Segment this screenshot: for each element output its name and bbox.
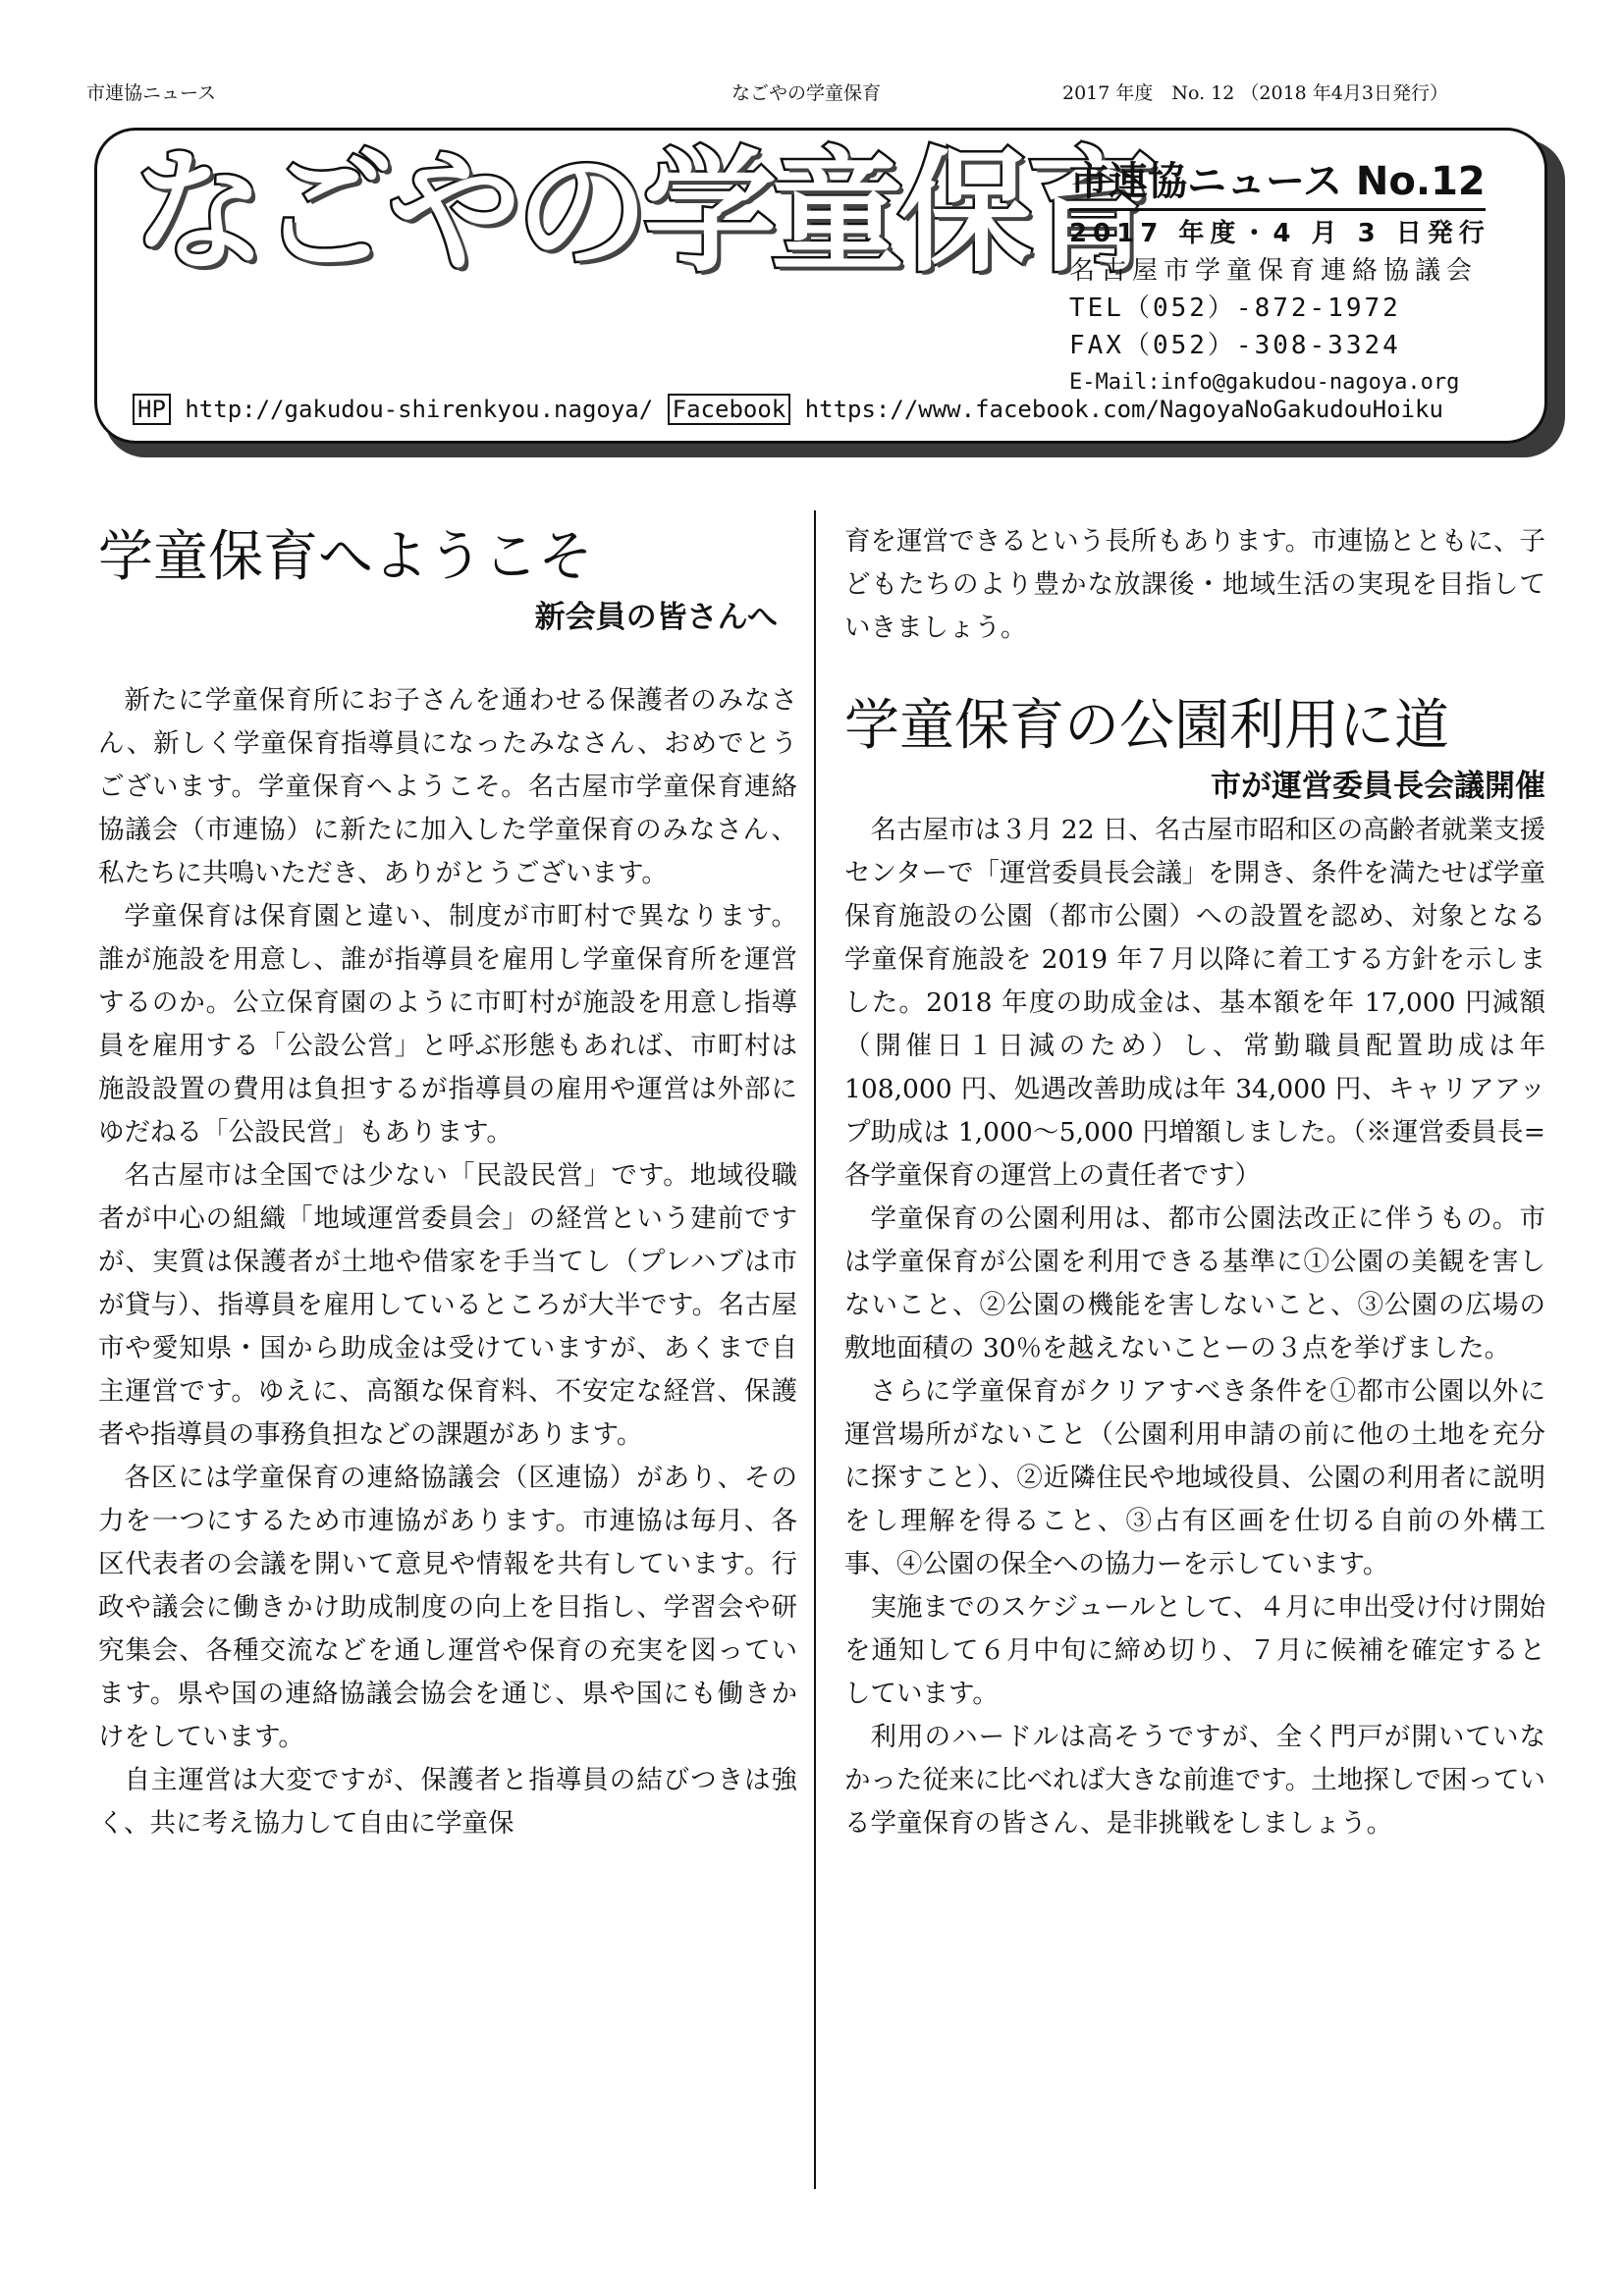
links-line	[133, 396, 1443, 423]
hp-label: HP	[133, 394, 171, 425]
facebook-label: Facebook	[668, 394, 791, 425]
article2-subtitle: 市が運営委員長会議開催	[1211, 769, 1545, 804]
email: E-Mail:info@gakudou-nagoya.org	[1069, 370, 1460, 395]
article1-title: 学童保育へようこそ	[98, 525, 593, 589]
telephone: TEL（052）-872-1972	[1069, 294, 1401, 323]
article1-continued-paragraph: 育を運営できるという長所もあります。市連協とともに、子どもたちのより豊かな放課後・地域生活の実現を目指していきましょう。	[844, 526, 1545, 643]
article2-paragraph: 実施までのスケジュールとして、４月に申出受け付け開始を通知して６月中旬に締め切り、７月に候補を確定するとしています。	[844, 1592, 1545, 1709]
fax: FAX（052）-308-3324	[1069, 331, 1401, 360]
article1-paragraph: 自主運営は大変ですが、保護者と指導員の結びつきは強く、共に考え協力して自由に学童保	[98, 1765, 797, 1839]
header-newsletter-name: なごやの学童保育	[731, 82, 882, 104]
article2-title: 学童保育の公園利用に道	[844, 694, 1449, 758]
masthead	[94, 128, 1547, 444]
header-issue-info: 2017 年度 No. 12 （2018 年4月3日発行）	[1062, 82, 1448, 104]
article1-paragraph: 新たに学童保育所にお子さんを通わせる保護者のみなさん、新しく学童保育指導員になったみなさん、おめでとうございます。学童保育へようこそ。名古屋市学童保育連絡協議会（市連協）に新たに加入した学童保育のみなさん、私たちに共鳴いただき、ありがとうございます。	[98, 685, 797, 888]
article2-paragraph: さらに学童保育がクリアすべき条件を①都市公園以外に運営場所がないこと（公園利用申請の前に他の土地を充分に探すこと）、②近隣住民や地域役員、公園の利用者に説明をし理解を得ること、③占有区画を仕切る自前の外構工事、④公園の保全への協力ーを示しています。	[844, 1376, 1545, 1579]
issue-date: 2017 年度・4 月 3 日発行	[1069, 219, 1490, 248]
article2-paragraph: 利用のハードルは高そうですが、全く門戸が開いていなかった従来に比べれば大きな前進です。土地探しで困っている学童保育の皆さん、是非挑戦をしましょう。	[844, 1722, 1545, 1839]
article1-paragraph: 名古屋市は全国では少ない「民設民営」です。地域役職者が中心の組織「地域運営委員会」の経営という建前ですが、実質は保護者が土地や借家を手当てし（プレハブは市が貸与）、指導員を雇用しているところが大半です。名古屋市や愛知県・国から助成金は受けていますが、あくまで自主運営です。ゆえに、高額な保育料、不安定な経営、保護者や指導員の事務負担などの課題があります。	[98, 1160, 797, 1450]
article2-body	[844, 809, 1545, 1845]
facebook-url[interactable]: https://www.facebook.com/NagoyaNoGakudouHoiku	[804, 396, 1443, 423]
article2-paragraph: 名古屋市は３月 22 日、名古屋市昭和区の高齢者就業支援センターで「運営委員長会議」を開き、条件を満たせば学童保育施設の公園（都市公園）への設置を認め、対象となる学童保育施設を 2019 年７月以降に着工する方針を示しました。2018 年度の助成金は、基本額を年 17,000 円減額（開催日１日減のため）し、常勤職員配置助成は年 108,000 円、処遇改善助成は年 34,000 円、キャリアアップ助成は 1,000〜5,000 円増額しました。（※運営委員長=各学童保育の運営上の責任者です）	[844, 815, 1545, 1191]
article1-body	[98, 679, 797, 1845]
news-number: 市連協ニュース No.12	[1069, 150, 1486, 211]
article1-paragraph: 各区には学童保育の連絡協議会（区連協）があり、その力を一つにするため市連協があります。市連協は毎月、各区代表者の会議を開いて意見や情報を共有しています。行政や議会に働きかけ助成制度の向上を目指し、学習会や研究集会、各種交流などを通し運営や保育の充実を図っています。県や国の連絡協議会協会を通じ、県や国にも働きかけをしています。	[98, 1463, 797, 1752]
article1-paragraph: 学童保育は保育園と違い、制度が市町村で異なります。誰が施設を用意し、誰が指導員を雇用し学童保育所を運営するのか。公立保育園のように市町村が施設を用意し指導員を雇用する「公設公営」と呼ぶ形態もあれば、市町村は施設設置の費用は負担するが指導員の雇用や運営は外部にゆだねる「公設民営」もあります。	[98, 901, 797, 1148]
masthead-info	[1069, 150, 1541, 401]
column-divider	[814, 510, 816, 2189]
header-series-name: 市連協ニュース	[86, 82, 217, 104]
left-column	[98, 520, 797, 1845]
masthead-title: なごやの学童保育	[133, 135, 1154, 291]
right-column	[844, 520, 1545, 1845]
article2-paragraph: 学童保育の公園利用は、都市公園法改正に伴うもの。市は学童保育が公園を利用できる基準に①公園の美観を害しないこと、②公園の機能を害しないこと、③公園の広場の敷地面積の 30％を越えないことーの３点を挙げました。	[844, 1203, 1545, 1363]
article1-continued	[844, 520, 1545, 650]
hp-url[interactable]: http://gakudou-shirenkyou.nagoya/	[185, 396, 654, 423]
article1-subtitle: 新会員の皆さんへ	[534, 600, 778, 635]
organization-name: 名古屋市学童保育連絡協議会	[1069, 256, 1479, 286]
